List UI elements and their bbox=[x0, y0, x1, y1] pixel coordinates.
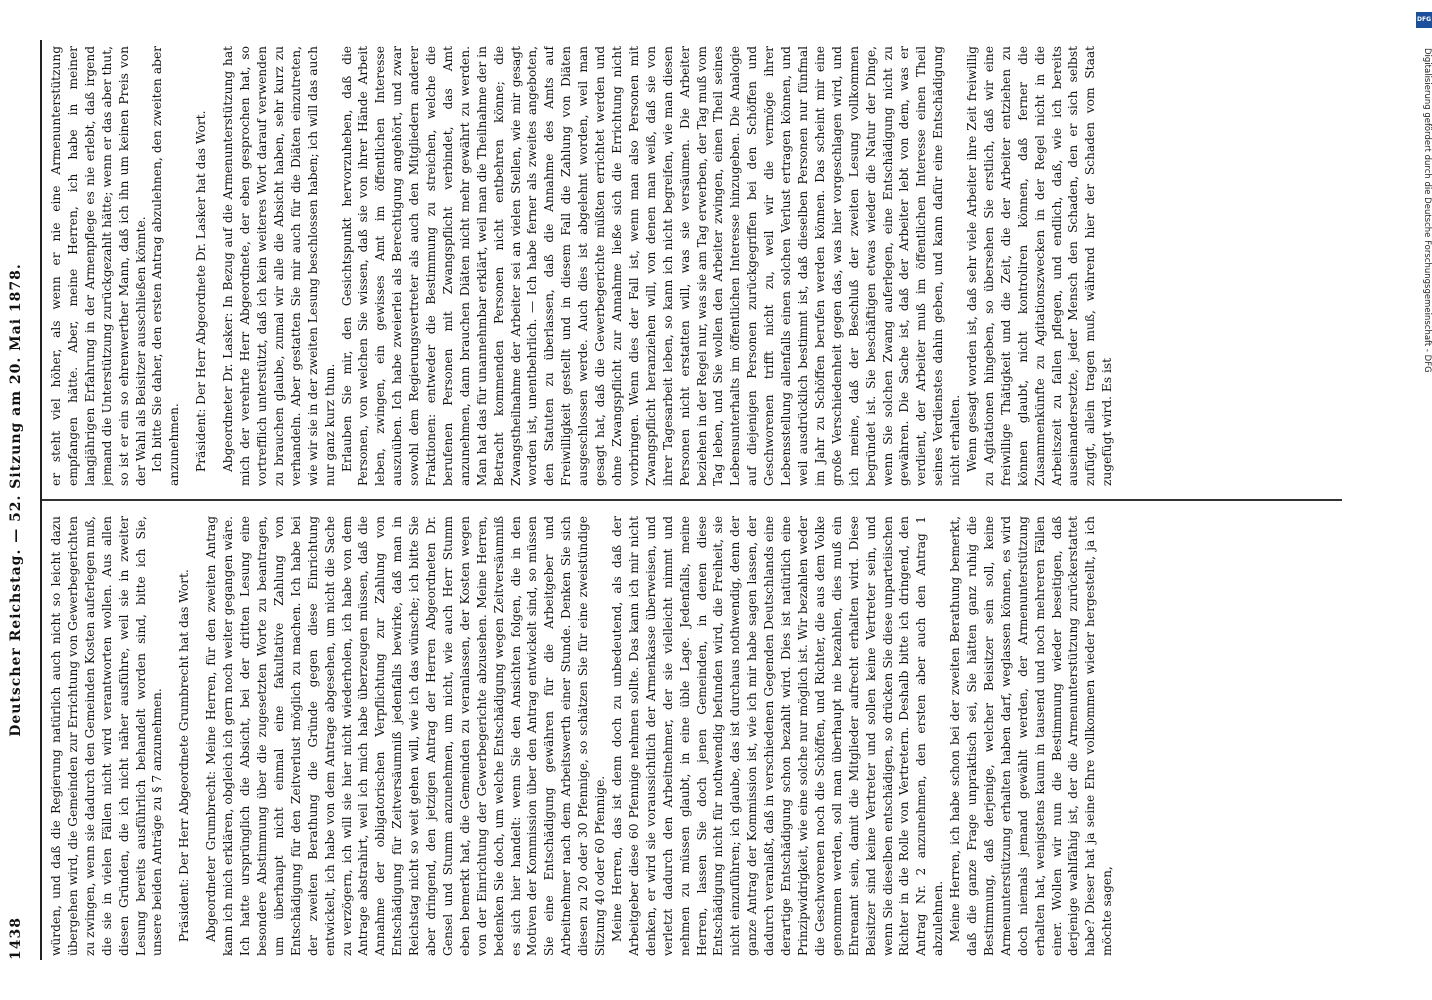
paragraph: Erlauben Sie mir, den Gesichtspunkt hervorzuheben, daß die Personen, von welchen Sie wissen, daß sie von ihrer Hände Arbeit leben, zwingen, ein gewisses Amt im öffentlichen Interesse auszuüben. Ich habe zweierlei als Berechtigung angehört, und zwar sowohl dem Regierungsvertreter als auch den Mitgliedern anderer Fraktionen: entweder die Bestimmung zu streichen, welche die berufenen Personen mit Zwangspflicht verbindet, das Amt anzunehmen, dann brauchen Diäten nicht mehr gewährt zu werden. Man hat das für unannehmbar erklärt, weil man die Theilnahme der in Betracht kommenden Personen nicht entbehren könne; die Zwangstheilnahme der Arbeiter sei an vielen Stellen, wie mir gesagt worden ist, unentbehrlich. — Ich habe ferner als zweites angeboten, den Statuten zu überlassen, daß die Annahme des Amts auf Freiwilligkeit gestellt und in diesem Fall die Zahlung von Diäten ausgeschlossen werde. Auch dies ist abgelehnt worden, weil man gesagt hat, daß die Gewerbegerichte müßten errichtet werden und ohne Zwangspflicht zur Annahme ließe sich die Errichtung nicht vorbringen. Wenn dies der Fall ist, wenn man also Personen mit Zwangspflicht heranziehen will, von denen man weiß, daß sie von ihrer Tagesarbeit leben, so kann ich nicht begreifen, wie man diesen Personen nicht erstatten will, was sie versäumen. Die Arbeiter beziehen in der Regel nur, was sie am Tag erwerben, der Tag muß vom Tag leben, und Sie wollen den Arbeiter zwingen, einen Theil seines Lebensunterhalts im öffentlichen Interesse hinzugeben. Die Analogie auf diejenigen Personen zurückgegriffen bei den Schöffen und Geschworenen trifft nicht zu, weil wir die vermöge ihrer Lebensstellung allenfalls einen solchen Verlust ertragen können, und weil ausdrücklich bestimmt ist, daß dieselben Personen nur fünfmal im Jahr zu Schöffen berufen werden können. Das scheint mir eine große Verschiedenheit gegen das, was hier vorgeschlagen wird, und ich meine, daß der Beschluß der zweiten Lesung vollkommen begründet ist. Sie beschäftigen etwas wieder die Natur der Dinge, wenn Sie solchen Zwang auferlegen, eine Entschädigung nicht zu gewähren. Die Sache ist, daß der Arbeiter lebt von dem, was er verdient, der Arbeiter muß im öffentlichen Interesse einen Theil seines Verdienstes dahin geben, und kann dafür eine Entschädigung nicht erhalten. bbox=[339, 46, 963, 486]
digitization-credit bbox=[1416, 8, 1432, 1000]
paragraph: er steht viel höher, als wenn er nie eine Armenunterstützung empfangen hätte. Aber, meine Herren, ich habe in meiner langjährigen Erfahrung in der Armenpflege es nie erlebt, daß irgend jemand die Unterstützung zurückgezahlt hätte; wenn er das aber thut, so ist er ein so ehrenwerther Mann, daß ich ihn um keinen Preis von der Wahl als Beisitzer ausschließen könnte. bbox=[49, 46, 148, 486]
paragraph: Meine Herren, das ist denn doch zu unbedeutend, als daß der Arbeitgeber diese 60 Pfennige nehmen sollte. Das kann ich mir nicht denken, er wird sie voraussichtlich der Armenkasse überweisen, und verletzt dadurch den Arbeitnehmer, der sie vielleicht nimmt und nehmen zu müssen glaubt, in eine üble Lage. Jedenfalls, meine Herren, lassen Sie doch jenen Gemeinden, in denen diese Entschädigung nicht für nothwendig befunden wird, die Freiheit, sie nicht einzuführen; ich glaube, das ist durchaus nothwendig, denn der ganze Antrag der Kommission ist, wie ich mir habe sagen lassen, der dadurch veranlaßt, daß in verschiedenen Gegenden Deutschlands eine derartige Entschädigung schon bezahlt wird. Dies ist natürlich eine Prinzipwidrigkeit, wie eine solche nur möglich ist. Wir bezahlen weder die Geschworenen noch die Schöffen, und Richter, die aus dem Volke genommen werden, soll man überhaupt nie bezahlen, dies muß ein Ehrenamt sein, damit die Mitglieder aufrecht erhalten wird. Diese Beisitzer sind keine Vertreter und sollen keine Vertreter sein, und wenn Sie dieselben entschädigen, so drücken Sie diese unparteiischen Richter in die Rolle von Vertretern. Deshalb bitte ich dringend, den Antrag Nr. 2 anzunehmen, den ersten aber auch den Antrag 1 abzulehnen. bbox=[610, 516, 946, 956]
page-header bbox=[8, 40, 38, 960]
speech-grumbrecht: Abgeordneter Grumbrecht: Meine Herren, für den zweiten Antrag kann ich mich erklären, obgleich ich gern noch weiter gegangen wäre. Ich hatte ursprünglich die Absicht, bei der dritten Lesung eine besondere Abstimmung über die zugesetzten Worte zu beantragen, um überhaupt nicht einmal eine fakultative Zahlung von Entschädigung für den Zeitverlust möglich zu machen. Ich habe bei der zweiten Berathung die Gründe gegen diese Einrichtung entwickelt, ich habe von dem Antrage abgesehen, um nicht die Sache zu verzögern, ich will sie hier nicht wiederholen, ich habe von dem Antrage abstrahirt, weil ich mich habe überzeugen müssen, daß die Annahme der obligatorischen Verpflichtung zur Zahlung von Entschädigung für Zeitversäumniß jedenfalls bewirke, daß man in Reichstag nicht so weit gehen will, wie ich das wünsche; ich bitte Sie aber dringend, den jetzigen Antrag der Herren Abgeordneten Dr. Gensel und Stumm anzunehmen, um nicht, wie auch Herr Stumm eben bemerkt hat, die Gemeinden zu veranlassen, der Kosten wegen von der Einrichtung der Gewerbegerichte abzusehen. Meine Herren, bedenken Sie doch, um welche Entschädigung wegen Zeitversäumniß es sich hier handelt: wenn Sie den Ansichten folgen, die in den Motiven der Kommission über den Antrag entwickelt sind, so müssen Sie eine Entschädigung gewähren für die Arbeitgeber und Arbeitnehmer nach dem Arbeitswerth einer Stunde. Denken Sie sich diesen zu 20 oder 30 Pfennige, so schätzen Sie für eine zweistündige Sitzung 40 oder 60 Pfennige. bbox=[204, 516, 608, 956]
running-title: Deutscher Reichstag. — 52. Sitzung am 20. Mai 1878. bbox=[8, 263, 24, 737]
paragraph: Ich bitte Sie daher, den ersten Antrag abzulehnen, den zweiten aber anzunehmen. bbox=[150, 46, 182, 486]
paragraph: Wenn gesagt worden ist, daß sehr viele Arbeiter ihre Zeit freiwillig zu Agitationen hingeben, so übersehen Sie erstlich, daß wir eine freiwillige Thätigkeit und die Zeit, die der Arbeiter entziehen zu können glaubt, nicht kontroliren können, daß ferner die Zusammenkünfte zu Agitationszwecken in der Regel nicht in die Arbeitszeit zu fallen pflegen, und endlich, daß, wie ich bereits auseinandersetzte, jeder Mensch den Schaden, den er sich selbst zufügt, allein tragen muß, während hier der Schaden vom Staat zugefügt wird. Es ist bbox=[965, 46, 1115, 486]
dfg-logo: DFG bbox=[1416, 12, 1432, 28]
paragraph: Meine Herren, ich habe schon bei der zweiten Berathung bemerkt, daß die ganze Frage unpraktisch sei, Sie hätten ganz ruhig die Bestimmung, daß derjenige, welcher Beisitzer sein soll, keine Armenunterstützung erhalten haben darf, weglassen können, es wird doch niemals jemand gewählt werden, der Armenunterstützung erhalten hat, wenigstens kaum in tausend und noch mehreren Fällen einer. Wollen wir nun die Bestimmung wieder beseitigen, daß derjenige wahlfähig ist, der die Armenunterstützung zurückerstattet habe? Dieser hat ja seine Ehre vollkommen wieder hergestellt, ja ich möchte sagen, bbox=[948, 516, 1115, 956]
speech-lasker: Abgeordneter Dr. Lasker: In Bezug auf die Armenunterstützung hat mich der verehrte Herr Abgeordnete, der eben gesprochen hat, so vortrefflich unterstützt, daß ich kein weiteres Wort darauf verwenden zu brauchen glaube, zumal wir alle die Absicht haben, sehr kurz zu verhandeln. Aber gestatten Sie mir auch für die Diäten einzutreten, wie wir sie in der zweiten Lesung beschlossen haben; ich will das auch nur ganz kurz thun. bbox=[221, 46, 337, 486]
page-number: 1438 bbox=[8, 917, 24, 960]
president-remark: Präsident: Der Herr Abgeordnete Grumbrecht hat das Wort. bbox=[177, 569, 192, 942]
left-column bbox=[48, 516, 1338, 956]
credit-text: Digitalisierung gefördert durch die Deutsche Forschungsgemeinschaft - DFG bbox=[1422, 48, 1432, 373]
column-divider bbox=[42, 499, 1342, 501]
right-column bbox=[48, 46, 1338, 486]
president-remark: Präsident: Der Herr Abgeordnete Dr. Lasker hat das Wort. bbox=[194, 110, 209, 472]
paragraph: würden, und daß die Regierung natürlich auch nicht so leicht dazu übergehen wird, die Gemeinden zur Errichtung von Gewerbegerichten zu zwingen, wenn sie dadurch den Gemeinden Kosten auferlegen muß, die sie in vielen Fällen nicht wird verantworten wollen. Aus allen diesen Gründen, die ich nicht näher ausführe, weil sie in zweiter Lesung bereits ausführlich behandelt worden sind, bitte ich Sie, unsere beiden Anträge zu § 7 anzunehmen. bbox=[49, 516, 165, 956]
